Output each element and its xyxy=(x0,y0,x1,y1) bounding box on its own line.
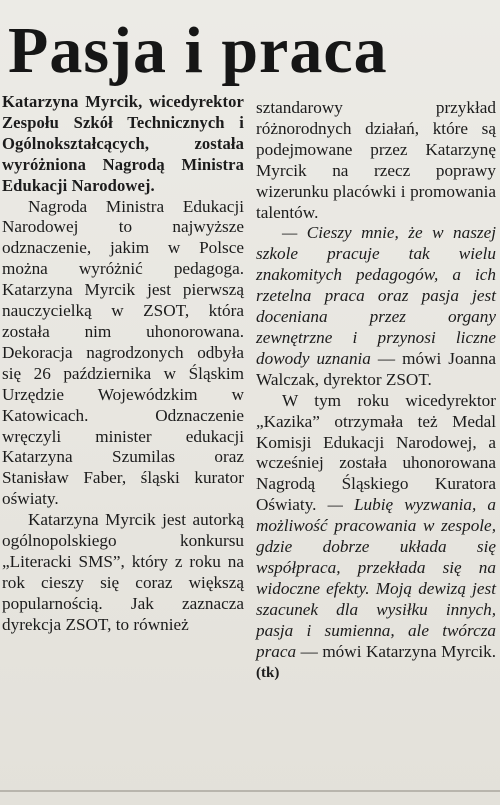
author-signature: (tk) xyxy=(256,665,280,682)
right-column xyxy=(256,98,496,684)
left-column xyxy=(2,92,244,636)
quote-paragraph-2 xyxy=(256,391,496,685)
body-paragraph-2: Katarzyna Myrcik jest autorką ogólnopolskiego konkursu „Literacki SMS”, który z roku na rok cieszy się coraz większą popularnością. Jak zaznacza dyrekcja ZSOT, to również xyxy=(2,510,244,634)
director-quote: — Cieszy mnie, że w naszej szkole pracuje tak wielu znakomitych pedagogów, a ich rzetelna praca oraz pasja jest doceniana przez organy zewnętrzne i przynosi liczne dowody uznania xyxy=(256,223,496,368)
article-title: Pasja i praca xyxy=(8,14,388,87)
myrcik-attribution: — mówi Katarzyna Myrcik. xyxy=(296,641,496,661)
bottom-divider xyxy=(0,790,500,792)
body-paragraph-3: sztandarowy przykład różnorodnych działań, które są podejmowane przez Katarzynę Myrcik na rzecz poprawy wizerunku placówki i promowania talentów. xyxy=(256,98,496,222)
body-paragraph-1: Nagroda Ministra Edukacji Narodowej to najwyższe odznaczenie, jakim w Polsce można wyróżnić pedagoga. Katarzyna Myrcik jest pierwszą nauczycielką w ZSOT, która została nim uhonorowana. Dekoracja nagrodzonych odbyła się 26 października w Śląskim Urzędzie Wojewódzkim w Katowicach. Odznaczenie wręczyli minister edukacji Katarzyna Szumilas oraz Stanisław Faber, śląski kurator oświaty. xyxy=(2,196,244,509)
myrcik-quote: — Lubię wyzwania, a możliwość pracowania w zespole, gdzie dobrze układa się współpraca, przekłada się na widoczne efekty. Moją dewizą jest szacunek dla wysiłku innych, pasja i sumienna, ale twórcza praca xyxy=(256,495,496,661)
quote-paragraph-1 xyxy=(256,223,496,390)
director-attribution: — mówi Joanna Walczak, dyrektor ZSOT. xyxy=(256,348,496,389)
awards-text: W tym roku wicedyrektor „Kazika” otrzymała też Medal Komisji Edukacji Narodowej, a wcześniej została uhonorowana Nagrodą Śląskiego Kuratora Oświaty. xyxy=(256,390,496,515)
article-lead: Katarzyna Myrcik, wicedyrektor Zespołu Szkół Technicznych i Ogólnokształcących, została wyróżniona Nagrodą Ministra Edukacji Narodowej. xyxy=(2,92,244,195)
